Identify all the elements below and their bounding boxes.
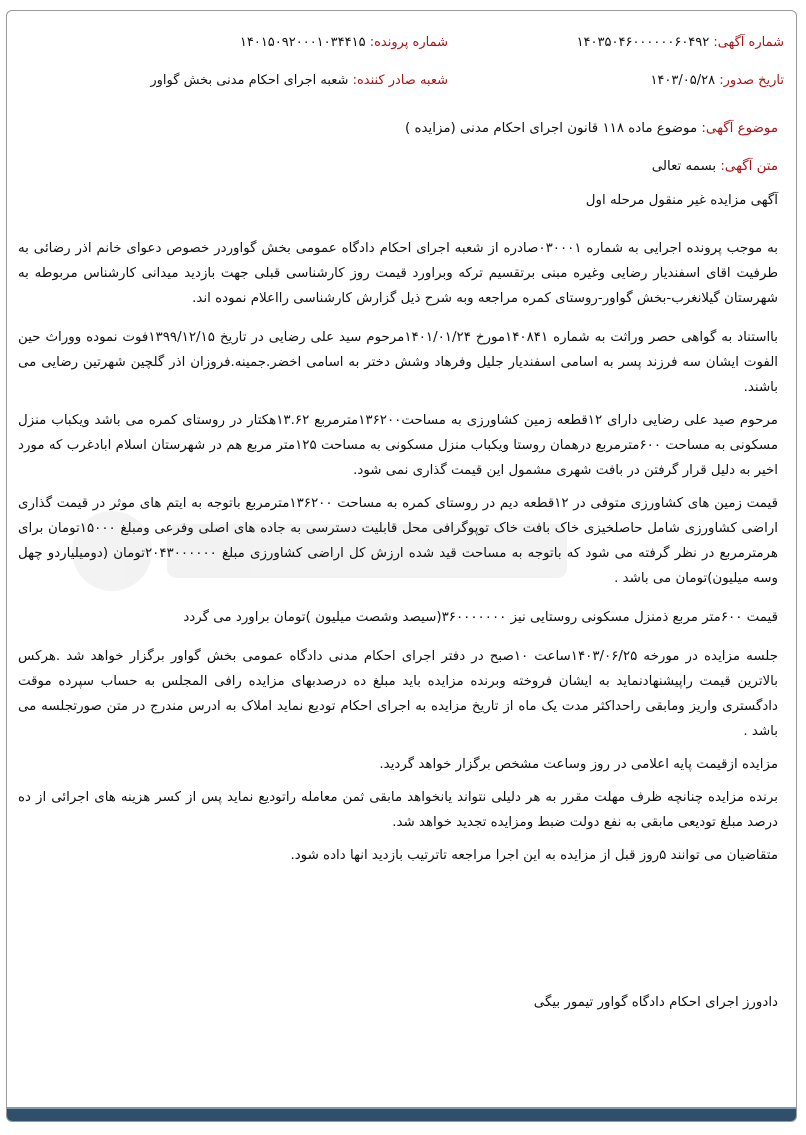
case-number	[240, 35, 448, 50]
paragraph-3: مرحوم صید علی رضایی دارای ۱۲قطعه زمین کشاورزی به مساحت۱۳۶۲۰۰مترمربع ۱۳.۶۲هکتار در روستای کمره می باشد ویکباب منزل مسکونی به مساحت ۶۰۰مترمربع درهمان روستا ویکباب منزل مسکونی به مساحت ۱۲۵متر مربع هم در شهرستان اسلام ابادغرب که مورد اخیر به دلیل قرار گرفتن در بافت شهری مشمول این قیمت گذاری نمی شود.	[18, 413, 778, 478]
case-number-value: ۱۴۰۱۵۰۹۲۰۰۰۱۰۳۴۴۱۵	[239, 35, 366, 50]
issuer-value: شعبه اجرای احکام مدنی بخش گواور	[150, 73, 349, 88]
paragraph-9: متقاضیان می توانند ۵روز قبل از مزایده به این اجرا مراجعه تاترتیب بازدید انها داده شود.	[290, 848, 778, 863]
paragraph-1: به موجب پرونده اجرایی به شماره ۰۳۰۰۰۱صادره از شعبه اجرای احکام دادگاه عمومی بخش گواوردر خصوص دعوای خانم اذر رضائی به طرفیت اقای اسفندیار رضایی وغیره مبنی برتقسیم ترکه وبراورد قیمت روز کارشناسی قبلی جهت بازدید میدانی کارشناس مربوطه به شهرستان گیلانغرب-بخش گواور-روستای کمره مراجعه وبه شرح ذیل گزارش کارشناسی رااعلام نموده اند.	[18, 241, 778, 306]
subject-line	[405, 121, 778, 136]
bottom-bar	[7, 1107, 796, 1121]
document-frame	[6, 10, 797, 1122]
ad-number	[577, 35, 784, 50]
announcement-body	[18, 236, 778, 876]
ad-number-value: ۱۴۰۳۵۰۴۶۰۰۰۰۰۰۶۰۴۹۲	[576, 35, 710, 50]
issuer	[150, 73, 448, 88]
issue-date	[650, 73, 784, 88]
subject-text: موضوع ماده ۱۱۸ قانون اجرای احکام مدنی (مزایده )	[405, 121, 698, 136]
ad-number-label: شماره آگهی:	[713, 35, 784, 50]
auction-title: آگهی مزایده غیر منقول مرحله اول	[585, 193, 778, 208]
paragraph-2: بااستناد به گواهی حصر وراثت به شماره ۱۴۰۸۴۱مورخ ۱۴۰۱/۰۱/۲۴مرحوم سید علی رضایی در تاریخ ۱۳۹۹/۱۲/۱۵فوت نموده ووراث حین الفوت ایشان سه فرزند پسر به اسامی اسفندیار جلیل وفرهاد وشش دختر به اسامی اخضر.جمینه.فروزان اذر گلچین شهرتین رضایی می باشند.	[18, 330, 778, 395]
paragraph-5: قیمت ۶۰۰متر مربع ذمنزل مسکونی روستایی نیز ۳۶۰۰۰۰۰۰۰(سیصد وشصت میلیون )تومان براورد می گردد	[183, 610, 778, 625]
paragraph-6: جلسه مزایده در مورخه ۱۴۰۳/۰۶/۲۵ساعت ۱۰صبح در دفتر اجرای احکام مدنی دادگاه عمومی بخش گواور برگزار خواهد شد .هرکس بالاترین قیمت راپیشنهادنماید به ایشان فروخته وبرنده مزایده باید مبلغ ده درصدبهای مزایده رافی المجلس به حساب سپرده موقت دادگستری واریز ومابقی راحداکثر مدت یک ماه از تاریخ مزایده به اجرای احکام تودیع نماید املاک به ادرس مندرج در متن صورتجلسه می باشد .	[18, 649, 778, 739]
body-intro-text: بسمه تعالی	[651, 159, 717, 174]
issue-date-label: تاریخ صدور:	[719, 73, 784, 88]
paragraph-4: قیمت زمین های کشاورزی متوفی در ۱۲قطعه دیم در روستای کمره به مساحت ۱۳۶۲۰۰مترمربع باتوجه به ایتم های موثر در قیمت گذاری اراضی کشاورزی شامل حاصلخیزی خاک بافت خاک توپوگرافی محل قابلیت دسترسی به جاده های اصلی وفرعی ومبلغ ۱۵۰۰۰تومان برای هرمترمربع در نظر گرفته می شود که باتوجه به مساحت قید شده ارزش کل اراضی کشاورزی مبلغ ۲۰۴۳۰۰۰۰۰۰تومان (دومیلیاردو چهل وسه میلیون)تومان می باشد .	[18, 496, 778, 586]
case-number-label: شماره پرونده:	[369, 35, 448, 50]
paragraph-7: مزایده ازقیمت پایه اعلامی در روز وساعت مشخص برگزار خواهد گردید.	[379, 757, 778, 772]
signature: دادورز اجرای احکام دادگاه گواور تیمور بیگی	[533, 995, 778, 1010]
paragraph-8: برنده مزایده چنانچه ظرف مهلت مقرر به هر دلیلی نتواند یانخواهد مابقی ثمن معامله راتودیع نماید پس از کسر هزینه های اجرائی از ده درصد مبلغ تودیعی مابقی به نفع دولت ضبط ومزایده تجدید خواهد شد.	[18, 790, 778, 830]
issue-date-value: ۱۴۰۳/۰۵/۲۸	[650, 73, 716, 88]
body-intro-line	[652, 159, 778, 174]
issuer-label: شعبه صادر کننده:	[352, 73, 448, 88]
subject-label: موضوع آگهی:	[701, 121, 778, 136]
body-intro-label: متن آگهی:	[720, 159, 778, 174]
